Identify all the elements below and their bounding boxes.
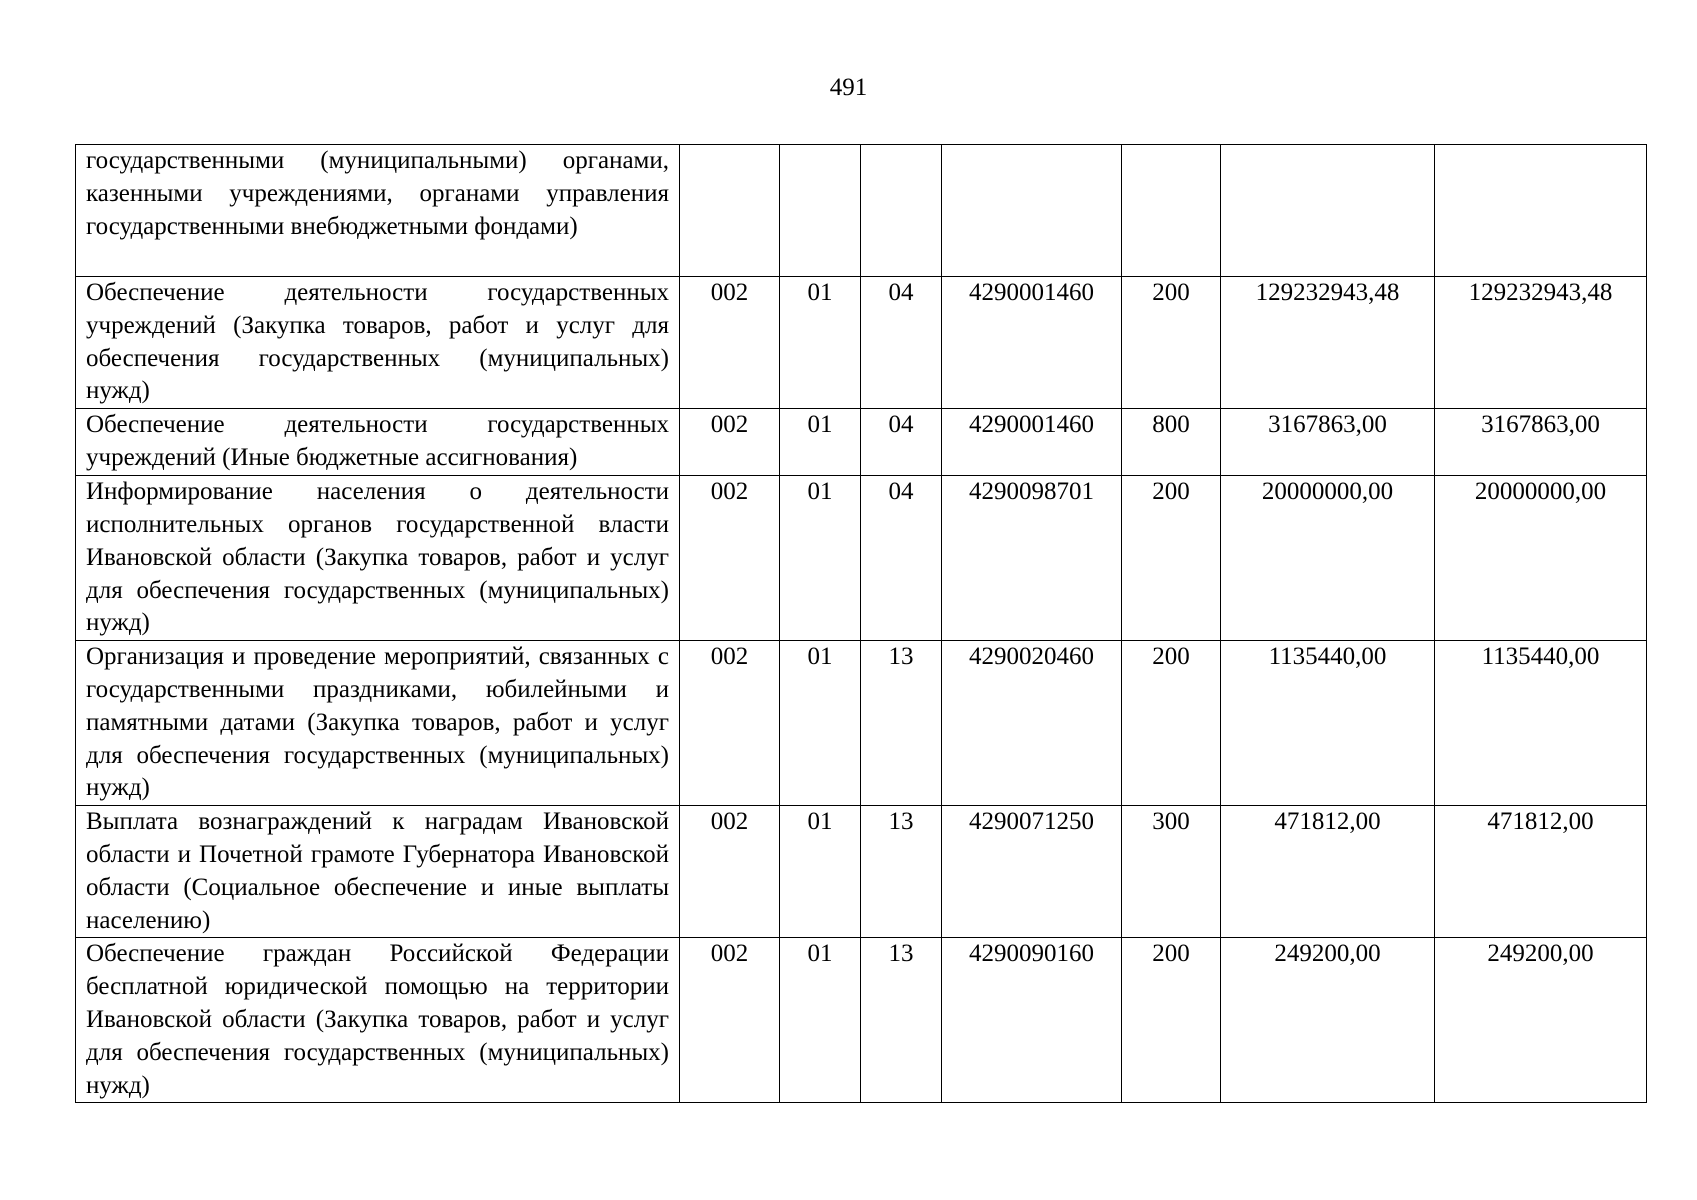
table-row	[76, 409, 1647, 476]
table-row	[76, 476, 1647, 641]
section-code: 01	[780, 806, 861, 938]
subsection-code: 04	[861, 277, 942, 409]
expense-type-code	[1122, 145, 1221, 277]
expense-type-code: 200	[1122, 277, 1221, 409]
expense-type-code: 300	[1122, 806, 1221, 938]
expense-type-code: 200	[1122, 641, 1221, 806]
subsection-code: 13	[861, 938, 942, 1103]
amount-cell: 129232943,48	[1435, 277, 1647, 409]
subsection-code: 04	[861, 409, 942, 476]
amount-cell: 3167863,00	[1435, 409, 1647, 476]
page-number: 491	[829, 74, 868, 101]
target-article-code: 4290090160	[942, 938, 1122, 1103]
expense-description: Обеспечение деятельности государственных учреждений (Иные бюджетные ассигнования)	[76, 409, 680, 476]
section-code: 01	[780, 476, 861, 641]
expense-type-code: 200	[1122, 938, 1221, 1103]
section-code: 01	[780, 277, 861, 409]
table-row	[76, 277, 1647, 409]
table-row	[76, 938, 1647, 1103]
ministry-code: 002	[680, 476, 780, 641]
expense-type-code: 200	[1122, 476, 1221, 641]
amount-cell: 20000000,00	[1221, 476, 1435, 641]
expense-description: Обеспечение граждан Российской Федерации бесплатной юридической помощью на территории Ивановской области (Закупка товаров, работ и услуг для обеспечения государственных (муниципальных) нужд)	[76, 938, 680, 1103]
amount-cell: 249200,00	[1435, 938, 1647, 1103]
section-code: 01	[780, 409, 861, 476]
ministry-code: 002	[680, 641, 780, 806]
target-article-code: 4290071250	[942, 806, 1122, 938]
subsection-code: 04	[861, 476, 942, 641]
section-code: 01	[780, 938, 861, 1103]
amount-cell: 1135440,00	[1435, 641, 1647, 806]
amount-cell	[1435, 145, 1647, 277]
ministry-code: 002	[680, 409, 780, 476]
table-row	[76, 145, 1647, 277]
target-article-code: 4290001460	[942, 277, 1122, 409]
ministry-code	[680, 145, 780, 277]
amount-cell: 3167863,00	[1221, 409, 1435, 476]
subsection-code: 13	[861, 806, 942, 938]
ministry-code: 002	[680, 806, 780, 938]
target-article-code: 4290020460	[942, 641, 1122, 806]
expense-description: Информирование населения о деятельности исполнительных органов государственной власти Ивановской области (Закупка товаров, работ и услуг для обеспечения государственных (муниципальных) нужд)	[76, 476, 680, 641]
amount-cell	[1221, 145, 1435, 277]
subsection-code: 13	[861, 641, 942, 806]
expense-description: Организация и проведение мероприятий, связанных с государственными праздниками, юбилейными и памятными датами (Закупка товаров, работ и услуг для обеспечения государственных (муниципальных) нужд)	[76, 641, 680, 806]
target-article-code: 4290001460	[942, 409, 1122, 476]
amount-cell: 129232943,48	[1221, 277, 1435, 409]
amount-cell: 20000000,00	[1435, 476, 1647, 641]
expense-description: Выплата вознаграждений к наградам Ивановской области и Почетной грамоте Губернатора Ивановской области (Социальное обеспечение и иные выплаты населению)	[76, 806, 680, 938]
amount-cell: 471812,00	[1435, 806, 1647, 938]
expense-type-code: 800	[1122, 409, 1221, 476]
target-article-code	[942, 145, 1122, 277]
expense-description: Обеспечение деятельности государственных учреждений (Закупка товаров, работ и услуг для обеспечения государственных (муниципальных) нужд)	[76, 277, 680, 409]
amount-cell: 471812,00	[1221, 806, 1435, 938]
ministry-code: 002	[680, 938, 780, 1103]
table-row	[76, 806, 1647, 938]
subsection-code	[861, 145, 942, 277]
budget-table	[75, 144, 1647, 1103]
section-code	[780, 145, 861, 277]
section-code: 01	[780, 641, 861, 806]
amount-cell: 1135440,00	[1221, 641, 1435, 806]
ministry-code: 002	[680, 277, 780, 409]
expense-description: государственными (муниципальными) органами, казенными учреждениями, органами управления государственными внебюджетными фондами)	[76, 145, 680, 277]
amount-cell: 249200,00	[1221, 938, 1435, 1103]
target-article-code: 4290098701	[942, 476, 1122, 641]
table-row	[76, 641, 1647, 806]
